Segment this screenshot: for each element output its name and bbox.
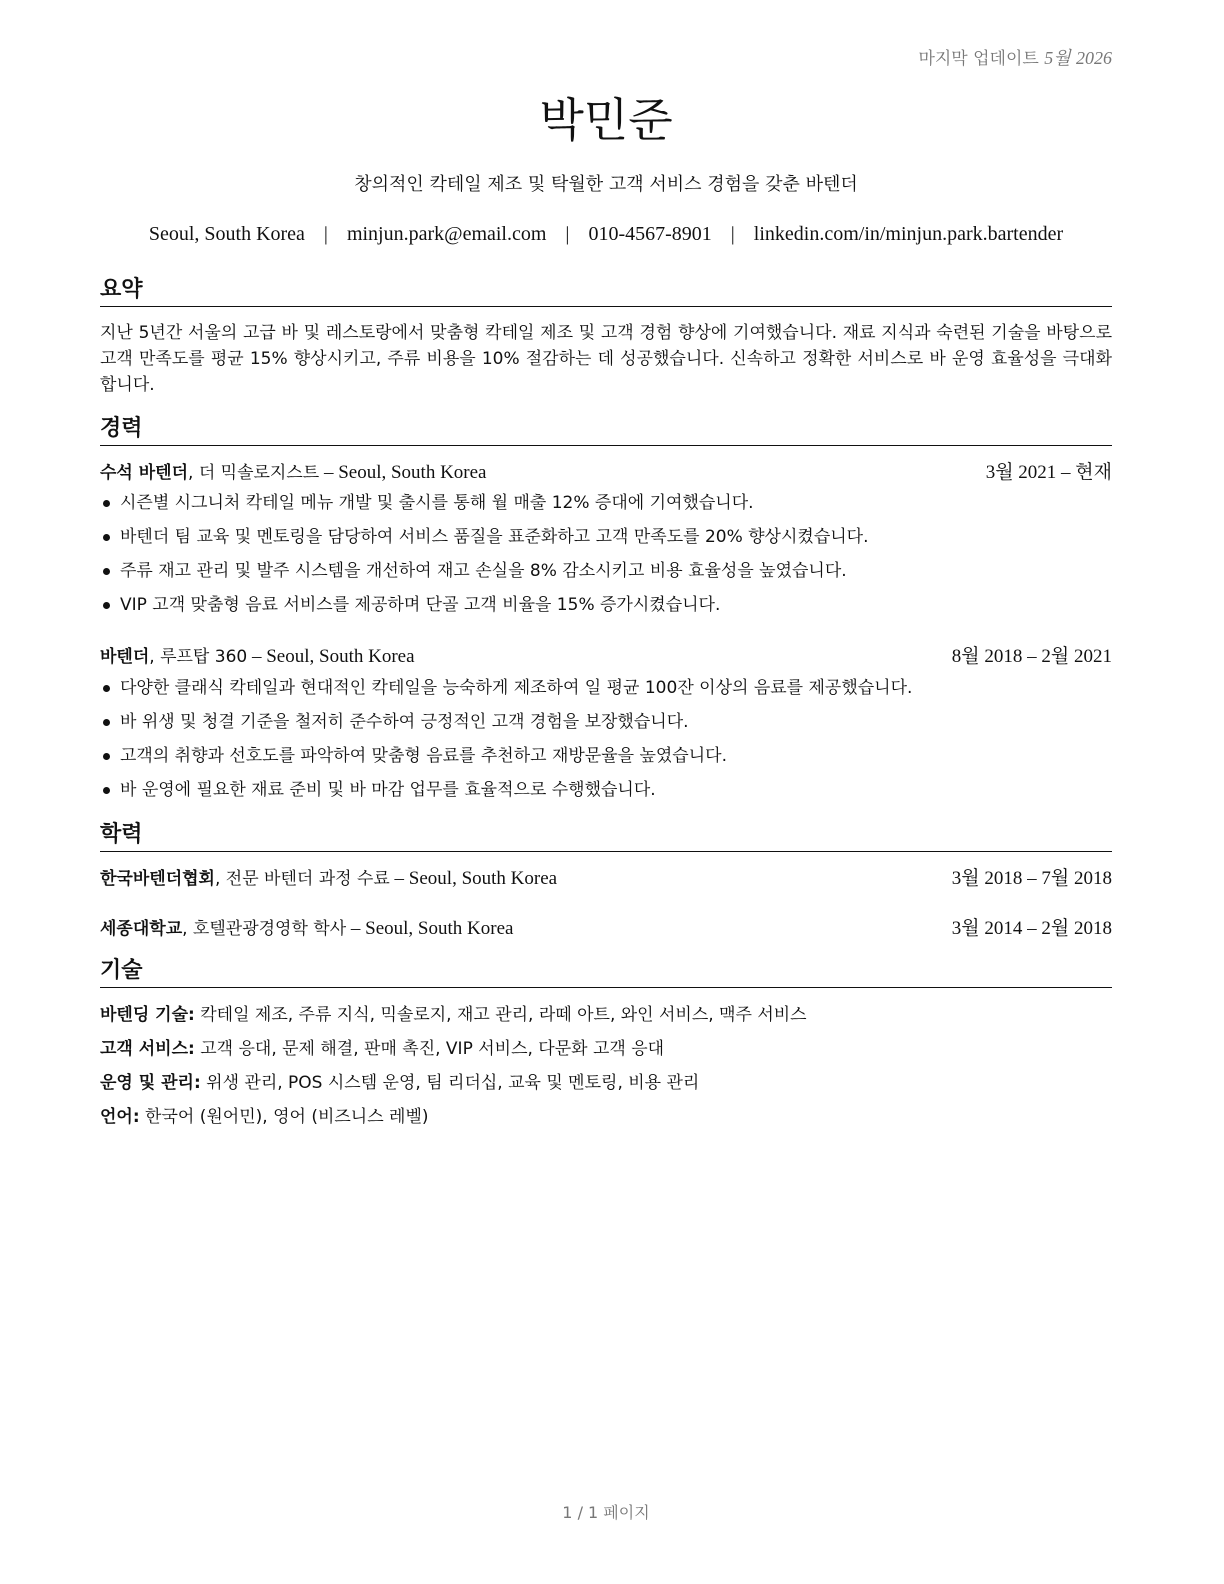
list-item: 바 운영에 필요한 재료 준비 및 바 마감 업무를 효율적으로 수행했습니다.	[100, 773, 1112, 807]
candidate-name: 박민준	[539, 93, 673, 147]
skill-value: 한국어 (원어민), 영어 (비즈니스 레벨)	[139, 1107, 429, 1127]
contact-separator: |	[730, 223, 735, 245]
education-dates: 3월 2018 – 7월 2018	[951, 868, 1112, 889]
last-updated-month: 5월	[1044, 48, 1071, 68]
section-title-education: 학력	[100, 821, 1112, 852]
last-updated-label: 마지막 업데이트	[918, 49, 1039, 69]
job-role: 수석 바텐더	[100, 463, 189, 483]
last-updated-year: 2026	[1076, 48, 1112, 68]
section-title-skills: 기술	[100, 957, 1112, 988]
list-item: 다양한 클래식 칵테일과 현대적인 칵테일을 능숙하게 제조하여 일 평균 100잔 이상의 음료를 제공했습니다.	[100, 671, 1112, 705]
contact-separator: |	[323, 223, 328, 245]
skill-value: 위생 관리, POS 시스템 운영, 팀 리더십, 교육 및 멘토링, 비용 관리	[200, 1073, 700, 1093]
list-item: 바텐더 팀 교육 및 멘토링을 담당하여 서비스 품질을 표준화하고 고객 만족도를 20% 향상시켰습니다.	[100, 520, 1112, 554]
skill-label: 운영 및 관리:	[100, 1073, 201, 1093]
job-company: , 더 믹솔로지스트	[188, 463, 320, 483]
section-title-summary: 요약	[100, 276, 1112, 307]
contact-separator: |	[565, 223, 570, 245]
page-number: 1 / 1 페이지	[562, 1503, 650, 1522]
resume-page	[100, 0, 1112, 1584]
list-item: VIP 고객 맞춤형 음료 서비스를 제공하며 단골 고객 비율을 15% 증가시켰습니다.	[100, 588, 1112, 622]
job-location: – Seoul, South Korea	[247, 646, 415, 667]
job-header	[100, 644, 1112, 670]
job-company: , 루프탑 360	[149, 647, 248, 667]
skill-value: 칵테일 제조, 주류 지식, 믹솔로지, 재고 관리, 라떼 아트, 와인 서비스, 맥주 서비스	[194, 1005, 807, 1025]
section-title-experience: 경력	[100, 415, 1112, 446]
contact-phone: 010-4567-8901	[588, 223, 712, 245]
job-location: – Seoul, South Korea	[319, 462, 487, 483]
skill-row	[100, 1032, 1112, 1066]
skill-label: 언어:	[100, 1107, 140, 1127]
education-school: 세종대학교	[100, 919, 183, 939]
job-bullets	[100, 671, 1112, 807]
education-degree: , 호텔관광경영학 학사	[182, 919, 347, 939]
skill-row	[100, 998, 1112, 1032]
list-item: 시즌별 시그니처 칵테일 메뉴 개발 및 출시를 통해 월 매출 12% 증대에 기여했습니다.	[100, 486, 1112, 520]
list-item: 바 위생 및 청결 기준을 철저히 준수하여 긍정적인 고객 경험을 보장했습니다.	[100, 705, 1112, 739]
education-dates: 3월 2014 – 2월 2018	[951, 918, 1112, 939]
list-item: 고객의 취향과 선호도를 파악하여 맞춤형 음료를 추천하고 재방문율을 높였습니다.	[100, 739, 1112, 773]
list-item: 주류 재고 관리 및 발주 시스템을 개선하여 재고 손실을 8% 감소시키고 비용 효율성을 높였습니다.	[100, 554, 1112, 588]
contact-linkedin[interactable]: linkedin.com/in/minjun.park.bartender	[753, 223, 1064, 245]
job-bullets	[100, 486, 1112, 622]
skill-label: 고객 서비스:	[100, 1039, 195, 1059]
job-header	[100, 460, 1112, 486]
education-degree: , 전문 바텐더 과정 수료	[214, 869, 390, 889]
skill-row	[100, 1100, 1112, 1134]
education-location: – Seoul, South Korea	[346, 918, 514, 939]
education-entry	[100, 866, 1112, 892]
skill-label: 바텐딩 기술:	[100, 1005, 195, 1025]
skill-value: 고객 응대, 문제 해결, 판매 촉진, VIP 서비스, 다문화 고객 응대	[194, 1039, 665, 1059]
contact-location: Seoul, South Korea	[148, 223, 305, 245]
job-role: 바텐더	[100, 647, 150, 667]
last-updated	[918, 44, 1112, 70]
tagline: 창의적인 칵테일 제조 및 탁월한 고객 서비스 경험을 갖춘 바텐더	[354, 174, 858, 195]
contact-line	[100, 223, 1112, 246]
education-location: – Seoul, South Korea	[389, 868, 558, 889]
contact-email[interactable]: minjun.park@email.com	[346, 223, 547, 245]
job-dates: 8월 2018 – 2월 2021	[951, 646, 1112, 667]
job-dates: 3월 2021 – 현재	[985, 462, 1112, 483]
skill-row	[100, 1066, 1112, 1100]
summary-text: 지난 5년간 서울의 고급 바 및 레스토랑에서 맞춤형 칵테일 제조 및 고객 경험 향상에 기여했습니다. 재료 지식과 숙련된 기술을 바탕으로 고객 만족도를 평균 15% 향상시키고, 주류 비용을 10% 절감하는 데 성공했습니다. 신속하고 정확한 서비스로 바 운영 효율성을 극대화합니다.	[100, 323, 1112, 395]
education-entry	[100, 916, 1112, 942]
education-school: 한국바텐더협회	[100, 869, 215, 889]
